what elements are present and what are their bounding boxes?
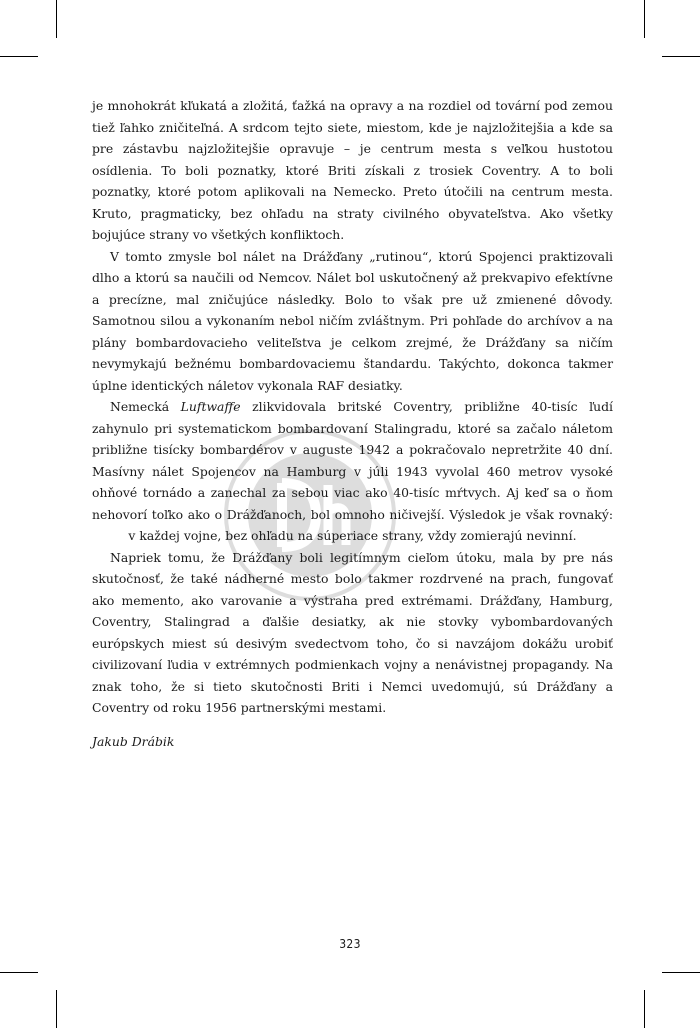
crop-mark-top-right-v <box>644 0 645 38</box>
page-number: 323 <box>339 937 361 951</box>
text-run: zlikvidovala britské Coventry, približne 40-tisíc ľudí zahynulo pri systematickom bombardovaní Stalingradu, ktoré sa začalo náletom približne tisícky bombardérov v auguste 1942 a pokračovalo nepretržite 40 dní. Masívny nálet Spojencov na Hamburg v júli 1943 vyvolal 460 metrov vysoké ohňové tornádo a zanechal za sebou viac ako 40-tisíc mŕtvych. Aj keď sa o ňom nehovorí toľko ako o Drážďanoch, bol omnoho ničivejší. Výsledok je však rovnaký: v každej vojne, bez ohľadu na súperiace strany, vždy zomierajú nevinní. <box>92 399 614 543</box>
text-run: Nemecká <box>110 399 181 414</box>
paragraph <box>92 396 613 547</box>
italic-text: Luftwaffe <box>180 399 241 414</box>
crop-mark-top-left-v <box>56 0 57 38</box>
crop-mark-top-left-h <box>0 56 38 57</box>
paragraph <box>92 95 613 246</box>
crop-mark-bottom-left-v <box>56 990 57 1028</box>
text-run: je mnohokrát kľukatá a zložitá, ťažká na opravy a na rozdiel od tovární pod zemou tiež ľahko zničiteľná. A srdcom tejto siete, miestom, kde je najzložitejšia a kde sa pre zástavbu najzložitejšie opravuje – je centrum mesta s veľkou hustotou osídlenia. To boli poznatky, ktoré Briti získali z trosiek Coventry. A to boli poznatky, ktoré potom aplikovali na Nemecko. Preto útočili na centrum mesta. Kruto, pragmaticky, bez ohľadu na straty civilného obyvateľstva. Ako všetky bojujúce strany vo všetkých konfliktoch. <box>92 98 613 242</box>
crop-mark-bottom-right-v <box>644 990 645 1028</box>
crop-mark-bottom-left-h <box>0 972 38 973</box>
text-run: Napriek tomu, že Drážďany boli legitímnym cieľom útoku, mala by pre nás skutočnosť, že také nádherné mesto bolo takmer rozdrvené na prach, fungovať ako memento, ako varovanie a výstraha pred extrémami. Drážďany, Hamburg, Coventry, Stalingrad a ďalšie desiatky, ak nie stovky vybombardovaných európskych miest sú desivým svedectvom toho, čo si navzájom dokážu urobiť civilizovaní ľudia v extrémnych podmienkach vojny a nenávistnej propagandy. Na znak toho, že si tieto skutočnosti Briti i Nemci uvedomujú, sú Drážďany a Coventry od roku 1956 partnerskými mestami. <box>92 549 613 715</box>
crop-mark-top-right-h <box>662 56 700 57</box>
paragraph <box>92 547 613 719</box>
body-text <box>92 95 613 752</box>
crop-mark-bottom-right-h <box>662 972 700 973</box>
paragraph <box>92 246 613 397</box>
text-run: V tomto zmysle bol nálet na Drážďany „rutinou“, ktorú Spojenci praktizovali dlho a ktorú sa naučili od Nemcov. Nálet bol uskutočnený až prekvapivo efektívne a precízne, mal zničujúce následky. Bolo to však pre už zmienené dôvody. Samotnou silou a vykonaním nebol ničím zvláštnym. Pri pohľade do archívov a na plány bombardovacieho veliteľstva je celkom zrejmé, že Drážďany sa ničím nevymykajú bežnému bombardovaciemu štandardu. Takýchto, dokonca takmer úplne identických náletov vykonala RAF desiatky. <box>92 248 613 393</box>
author-signature: Jakub Drábik <box>92 733 175 749</box>
